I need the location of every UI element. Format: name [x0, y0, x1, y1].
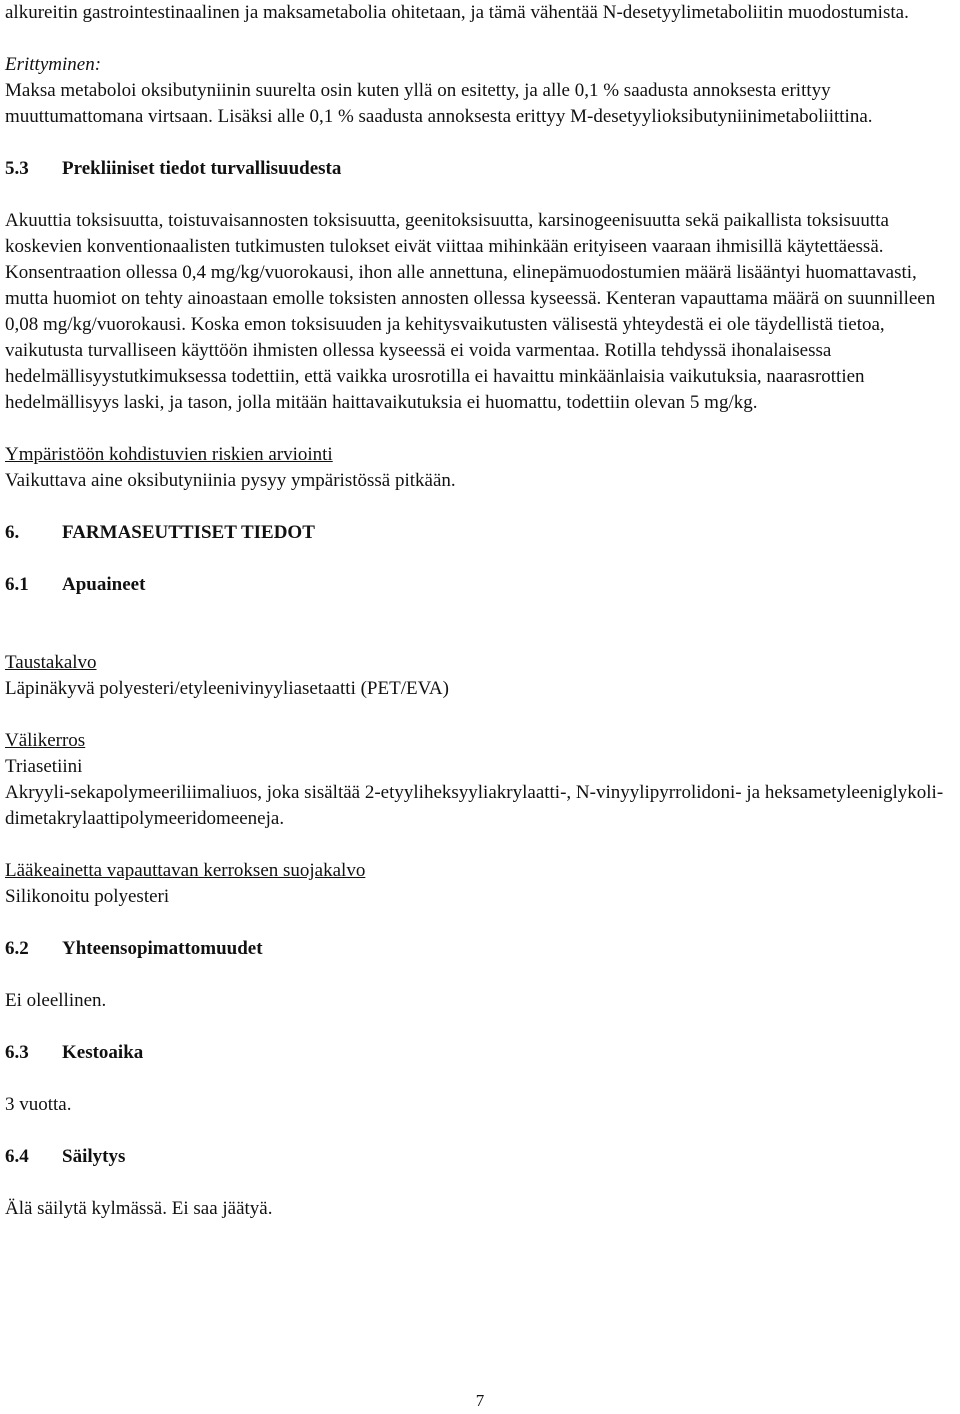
preclinical-text-4: Koska emon toksisuuden ja kehitysvaikutusten välisestä yhteydestä ei ole täydellistä tietoa, vaikutusta turvalliseen käyttöön ihmisten ollessa kyseessä ei voida varmentaa.: [5, 314, 885, 361]
shelf-life-text: 3 vuotta.: [5, 1094, 72, 1115]
section-number: 6.1: [5, 574, 29, 595]
section-6-2-heading: [5, 936, 955, 962]
metabolism-continuation: alkureitin gastrointestinaalinen ja maksametabolia ohitetaan, ja tämä vähentää N-desetyylimetaboliitin muodostumista.: [5, 2, 909, 23]
preclinical-paragraph: [5, 208, 955, 416]
backing-layer-text: Läpinäkyvä polyesteri/etyleenivinyyliasetaatti (PET/EVA): [5, 678, 449, 699]
release-liner-text: Silikonoitu polyesteri: [5, 886, 170, 907]
section-6-heading: [5, 520, 955, 546]
section-6-4-heading: [5, 1144, 955, 1170]
env-risk-heading: Ympäristöön kohdistuvien riskien arviointi: [5, 444, 333, 465]
section-title: Prekliiniset tiedot turvallisuudesta: [62, 158, 342, 179]
section-number: 6.: [5, 522, 20, 543]
section-title: Kestoaika: [62, 1042, 144, 1063]
middle-layer-heading: Välikerros: [5, 730, 86, 751]
section-title: FARMASEUTTISET TIEDOT: [62, 522, 315, 543]
storage-text: Älä säilytä kylmässä. Ei saa jäätyä.: [5, 1198, 273, 1219]
page-number: 7: [475, 1391, 485, 1410]
section-number: 6.4: [5, 1146, 29, 1167]
middle-layer-line-1: Triasetiini: [5, 756, 83, 777]
preclinical-text-5: Rotilla tehdyssä ihonalaisessa hedelmällisyystutkimuksessa todettiin, että vaikka urosrotilla ei havaittu minkäänlaisia vaikutuksia, naarasrottien hedelmällisyys laski, ja tason, jolla mitään haittavaikutuksia ei huomattu, todettiin olevan 5 mg/kg.: [5, 340, 865, 413]
release-liner-heading: Lääkeainetta vapauttavan kerroksen suojakalvo: [5, 860, 366, 881]
elimination-text-1: Maksa metaboloi oksibutyniinin suurelta osin kuten yllä on esitetty, ja alle 0,1 % saadusta annoksesta erittyy muuttumattomana virtsaan.: [5, 80, 831, 127]
incompatibilities-text: Ei oleellinen.: [5, 990, 107, 1011]
section-title: Yhteensopimattomuudet: [62, 938, 263, 959]
section-6-3-heading: [5, 1040, 955, 1066]
preclinical-text-3: Kenteran vapauttama määrä on suunnilleen 0,08 mg/kg/vuorokausi.: [5, 288, 936, 335]
section-number: 5.3: [5, 158, 29, 179]
section-number: 6.3: [5, 1042, 29, 1063]
middle-layer-line-2: Akryyli-sekapolymeeriliimaliuos, joka sisältää 2-etyyliheksyyliakrylaatti-, N-vinyylipyrrolidoni- ja heksametyleeniglykoli-dimetakrylaattipolymeeridomeeneja.: [5, 782, 944, 829]
preclinical-text-2: Konsentraation ollessa 0,4 mg/kg/vuorokausi, ihon alle annettuna, elinepämuodostumien määrä lisääntyi huomattavasti, mutta huomiot on tehty ainoastaan emolle toksisten annosten ollessa kyseessä.: [5, 262, 917, 309]
section-6-1-heading: [5, 572, 955, 598]
section-number: 6.2: [5, 938, 29, 959]
preclinical-text-1: Akuuttia toksisuutta, toistuvaisannosten toksisuutta, geenitoksisuutta, karsinogeenisuutta sekä paikallista toksisuutta koskevien konventionaalisten tutkimusten tulokset eivät viittaa mihinkään erityiseen vaaraan ihmisillä käytettäessä.: [5, 210, 889, 257]
section-title: Apuaineet: [62, 574, 146, 595]
section-title: Säilytys: [62, 1146, 126, 1167]
section-5-3-heading: [5, 156, 955, 182]
env-risk-text: Vaikuttava aine oksibutyniinia pysyy ympäristössä pitkään.: [5, 470, 456, 491]
elimination-text-2: Lisäksi alle 0,1 % saadusta annoksesta erittyy M-desetyylioksibutyniinimetaboliittina.: [217, 106, 873, 127]
elimination-text: [5, 78, 955, 130]
elimination-heading: Erittyminen:: [5, 54, 102, 75]
backing-layer-heading: Taustakalvo: [5, 652, 97, 673]
document-page: [5, 0, 955, 1222]
